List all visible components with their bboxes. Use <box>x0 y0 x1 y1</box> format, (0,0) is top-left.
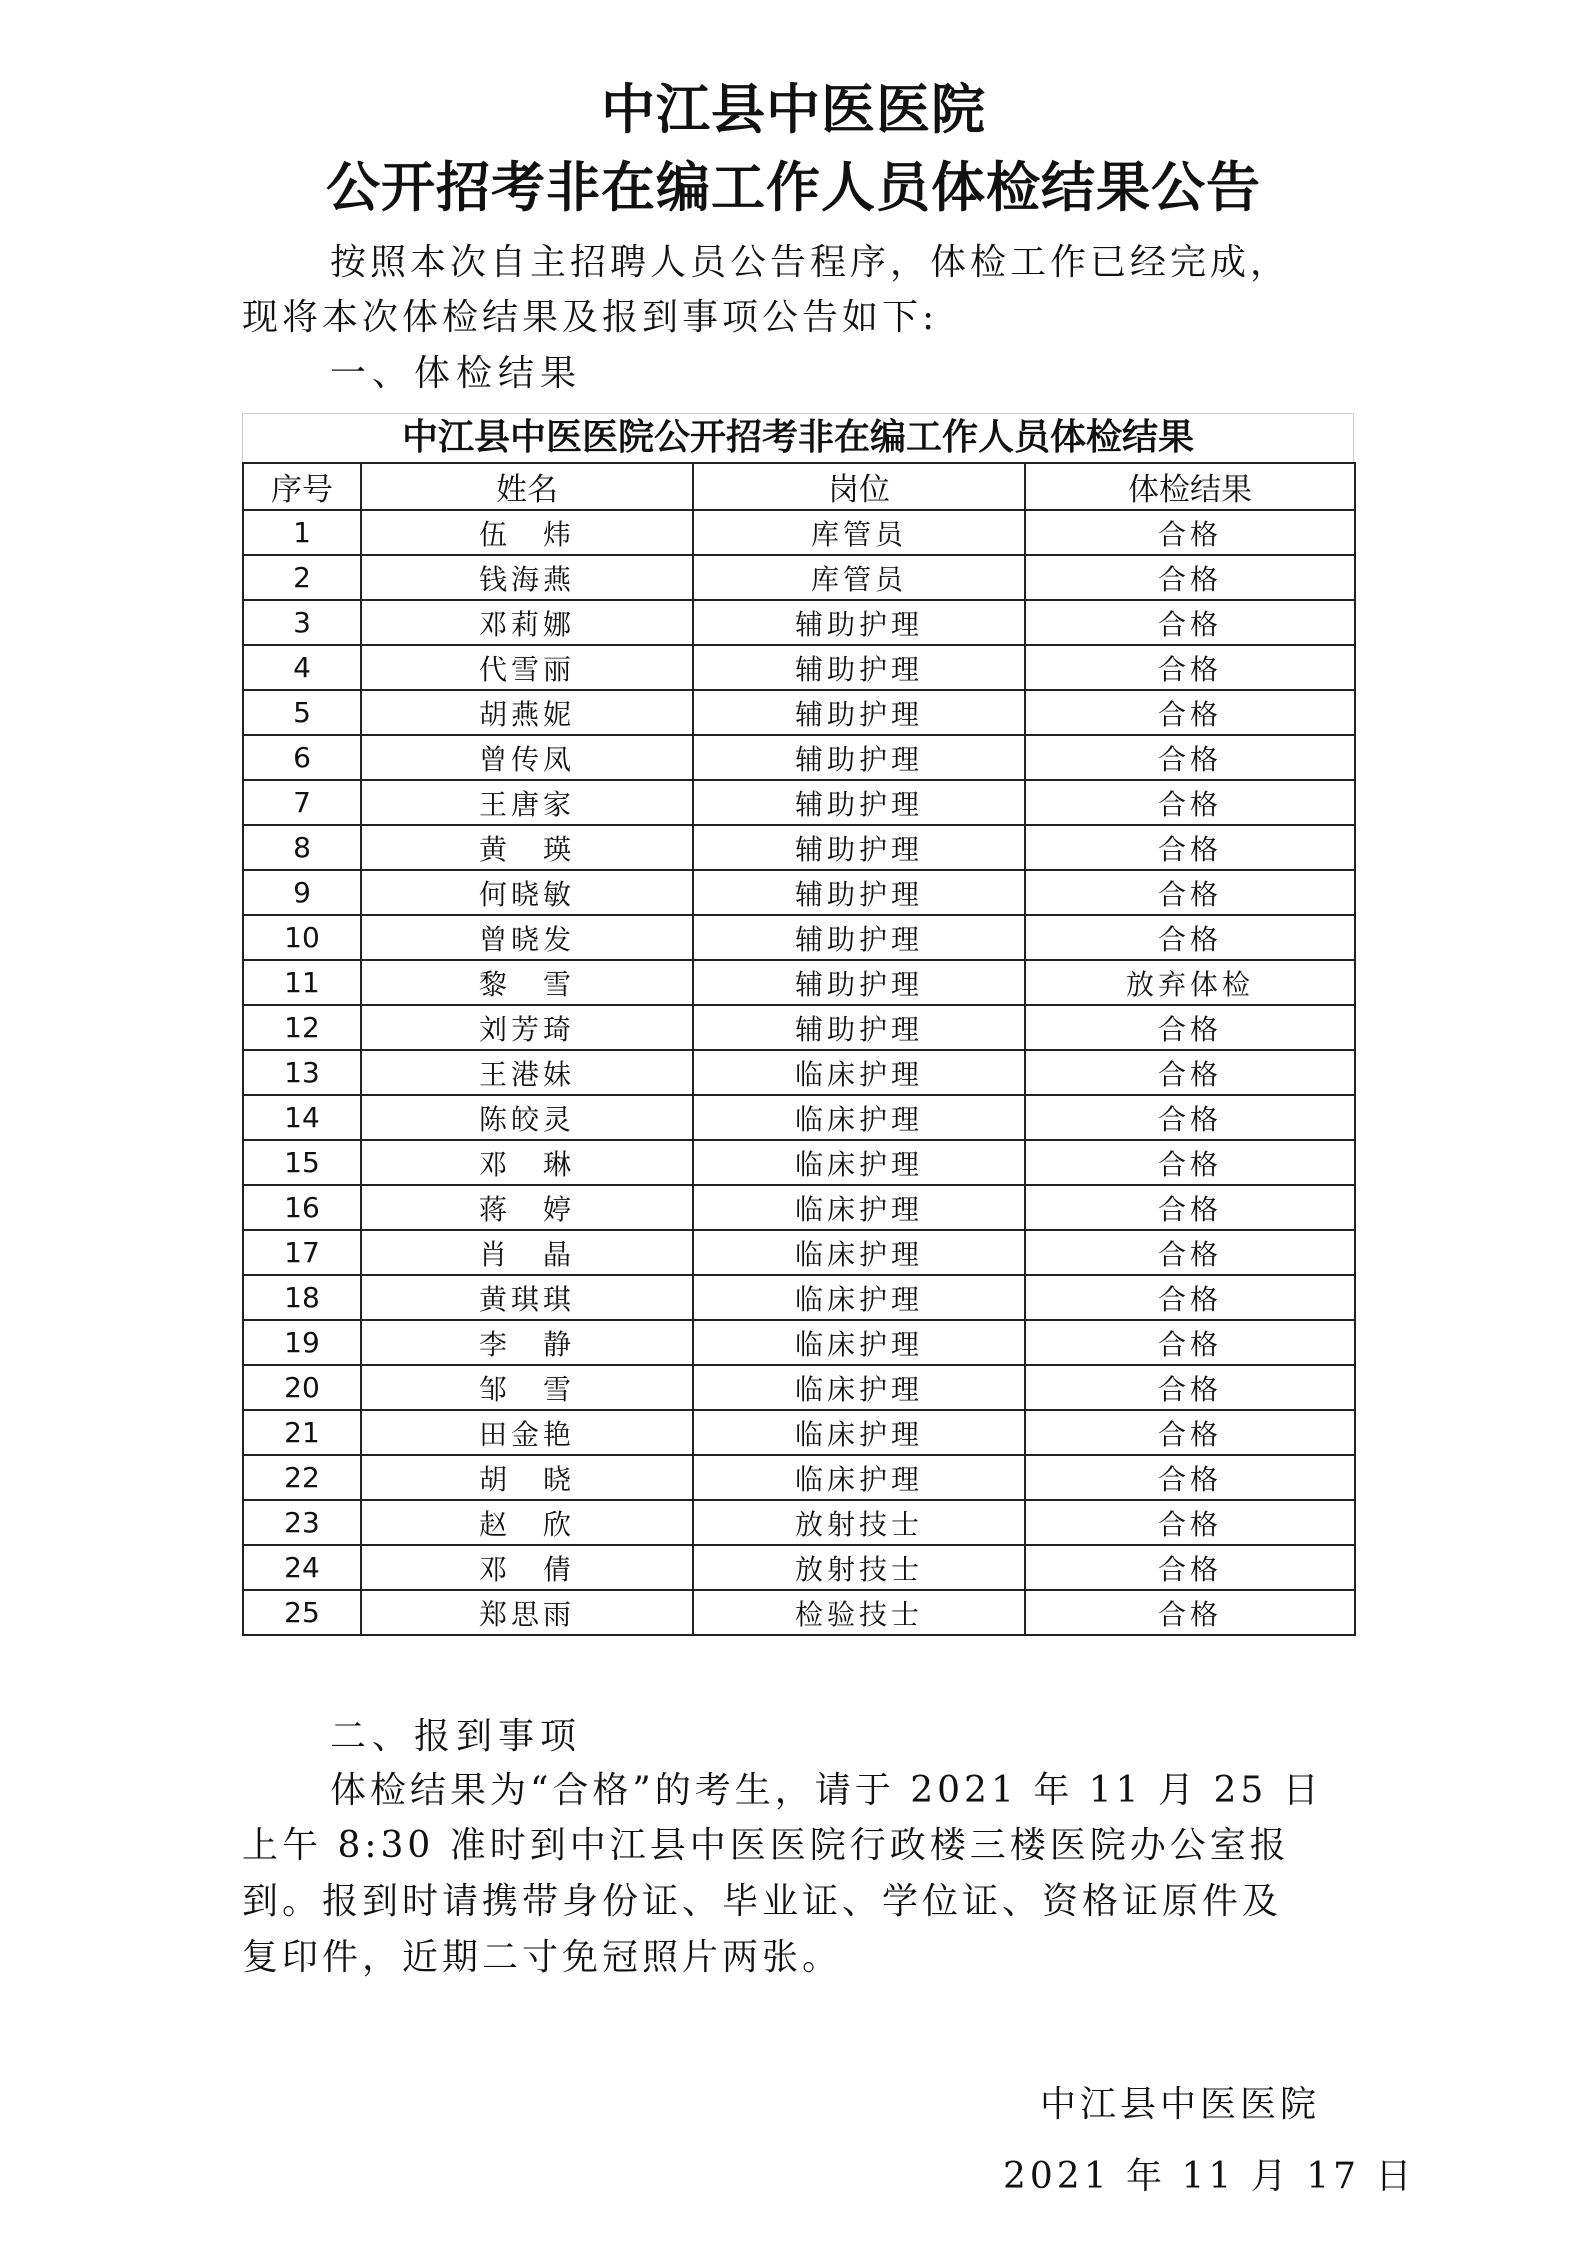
cell-name: 黄 瑛 <box>361 825 693 870</box>
cell-number: 5 <box>243 690 361 735</box>
cell-number: 15 <box>243 1140 361 1185</box>
cell-name: 田金艳 <box>361 1410 693 1455</box>
table-row <box>243 1230 1355 1275</box>
results-table-container <box>242 413 1354 1636</box>
signature-organization: 中江县中医医院 <box>1040 2084 1321 2125</box>
cell-name: 陈皎灵 <box>361 1095 693 1140</box>
cell-name: 黎 雪 <box>361 960 693 1005</box>
table-row <box>243 1005 1355 1050</box>
cell-result: 合格 <box>1025 555 1355 600</box>
cell-number: 8 <box>243 825 361 870</box>
cell-result: 合格 <box>1025 1095 1355 1140</box>
cell-position: 临床护理 <box>693 1275 1025 1320</box>
cell-position: 辅助护理 <box>693 915 1025 960</box>
section2-line1: 体检结果为“合格”的考生，请于 2021 年 11 月 25 日 <box>330 1770 1323 1811</box>
cell-position: 临床护理 <box>693 1185 1025 1230</box>
cell-position: 临床护理 <box>693 1320 1025 1365</box>
cell-result: 合格 <box>1025 870 1355 915</box>
cell-result: 合格 <box>1025 1320 1355 1365</box>
cell-result: 合格 <box>1025 1590 1355 1635</box>
cell-position: 临床护理 <box>693 1095 1025 1140</box>
cell-result: 合格 <box>1025 1410 1355 1455</box>
header-number: 序号 <box>243 463 361 510</box>
cell-position: 辅助护理 <box>693 780 1025 825</box>
table-row <box>243 825 1355 870</box>
cell-name: 邓莉娜 <box>361 600 693 645</box>
cell-result: 合格 <box>1025 1005 1355 1050</box>
cell-name: 王港妹 <box>361 1050 693 1095</box>
cell-result: 合格 <box>1025 645 1355 690</box>
cell-number: 4 <box>243 645 361 690</box>
cell-result: 合格 <box>1025 1230 1355 1275</box>
table-row <box>243 1320 1355 1365</box>
table-row <box>243 870 1355 915</box>
cell-position: 放射技士 <box>693 1500 1025 1545</box>
table-row <box>243 1095 1355 1140</box>
table-row <box>243 645 1355 690</box>
table-row <box>243 1545 1355 1590</box>
cell-number: 17 <box>243 1230 361 1275</box>
document-title-line1: 中江县中医医院 <box>601 78 986 141</box>
cell-number: 19 <box>243 1320 361 1365</box>
cell-result: 合格 <box>1025 1455 1355 1500</box>
table-row <box>243 960 1355 1005</box>
section2-heading: 二、报到事项 <box>330 1716 583 1757</box>
signature-date: 2021 年 11 月 17 日 <box>1003 2156 1416 2197</box>
cell-name: 伍 炜 <box>361 510 693 555</box>
cell-position: 检验技士 <box>693 1590 1025 1635</box>
table-row <box>243 1500 1355 1545</box>
cell-number: 25 <box>243 1590 361 1635</box>
cell-name: 王唐家 <box>361 780 693 825</box>
table-row <box>243 510 1355 555</box>
cell-number: 12 <box>243 1005 361 1050</box>
cell-number: 3 <box>243 600 361 645</box>
section2-line4: 复印件，近期二寸免冠照片两张。 <box>242 1937 843 1978</box>
cell-result: 合格 <box>1025 780 1355 825</box>
cell-name: 胡燕妮 <box>361 690 693 735</box>
cell-number: 9 <box>243 870 361 915</box>
cell-position: 辅助护理 <box>693 600 1025 645</box>
table-row <box>243 1050 1355 1095</box>
document-title-line2: 公开招考非在编工作人员体检结果公告 <box>326 156 1261 219</box>
section1-heading: 一、体检结果 <box>330 353 583 394</box>
cell-number: 10 <box>243 915 361 960</box>
cell-name: 邓 琳 <box>361 1140 693 1185</box>
table-row <box>243 555 1355 600</box>
table-row <box>243 690 1355 735</box>
cell-position: 临床护理 <box>693 1230 1025 1275</box>
table-row <box>243 1365 1355 1410</box>
cell-number: 21 <box>243 1410 361 1455</box>
cell-result: 合格 <box>1025 1500 1355 1545</box>
cell-number: 2 <box>243 555 361 600</box>
intro-line1: 按照本次自主招聘人员公告程序，体检工作已经完成， <box>330 242 1291 283</box>
cell-result: 合格 <box>1025 825 1355 870</box>
header-position: 岗位 <box>693 463 1025 510</box>
cell-position: 临床护理 <box>693 1410 1025 1455</box>
cell-position: 库管员 <box>693 555 1025 600</box>
cell-position: 放射技士 <box>693 1545 1025 1590</box>
cell-position: 辅助护理 <box>693 960 1025 1005</box>
table-row <box>243 1410 1355 1455</box>
table-row <box>243 915 1355 960</box>
cell-result: 合格 <box>1025 1275 1355 1320</box>
cell-name: 曾传凤 <box>361 735 693 780</box>
cell-name: 黄琪琪 <box>361 1275 693 1320</box>
cell-number: 18 <box>243 1275 361 1320</box>
cell-result: 放弃体检 <box>1025 960 1355 1005</box>
cell-name: 郑思雨 <box>361 1590 693 1635</box>
cell-result: 合格 <box>1025 1365 1355 1410</box>
cell-name: 代雪丽 <box>361 645 693 690</box>
cell-name: 邓 倩 <box>361 1545 693 1590</box>
cell-name: 胡 晓 <box>361 1455 693 1500</box>
cell-name: 邹 雪 <box>361 1365 693 1410</box>
cell-name: 何晓敏 <box>361 870 693 915</box>
table-row <box>243 1140 1355 1185</box>
cell-number: 20 <box>243 1365 361 1410</box>
cell-number: 24 <box>243 1545 361 1590</box>
cell-number: 7 <box>243 780 361 825</box>
cell-result: 合格 <box>1025 1140 1355 1185</box>
cell-result: 合格 <box>1025 915 1355 960</box>
cell-position: 辅助护理 <box>693 870 1025 915</box>
cell-position: 辅助护理 <box>693 735 1025 780</box>
cell-result: 合格 <box>1025 690 1355 735</box>
header-result: 体检结果 <box>1025 463 1355 510</box>
cell-number: 11 <box>243 960 361 1005</box>
table-row <box>243 1455 1355 1500</box>
cell-position: 辅助护理 <box>693 1005 1025 1050</box>
cell-position: 临床护理 <box>693 1140 1025 1185</box>
section2-line3: 到。报到时请携带身份证、毕业证、学位证、资格证原件及 <box>242 1881 1283 1922</box>
cell-result: 合格 <box>1025 1545 1355 1590</box>
cell-result: 合格 <box>1025 600 1355 645</box>
cell-position: 临床护理 <box>693 1365 1025 1410</box>
results-table-body <box>243 510 1355 1635</box>
cell-position: 临床护理 <box>693 1050 1025 1095</box>
intro-line2: 现将本次体检结果及报到事项公告如下: <box>242 297 939 338</box>
table-row <box>243 780 1355 825</box>
cell-position: 辅助护理 <box>693 645 1025 690</box>
cell-result: 合格 <box>1025 1185 1355 1230</box>
cell-name: 肖 晶 <box>361 1230 693 1275</box>
cell-number: 1 <box>243 510 361 555</box>
cell-position: 辅助护理 <box>693 825 1025 870</box>
table-header-row <box>243 463 1355 510</box>
cell-number: 16 <box>243 1185 361 1230</box>
results-table <box>242 462 1356 1636</box>
table-row <box>243 735 1355 780</box>
cell-name: 刘芳琦 <box>361 1005 693 1050</box>
table-row <box>243 1275 1355 1320</box>
table-row <box>243 1590 1355 1635</box>
cell-number: 13 <box>243 1050 361 1095</box>
cell-position: 辅助护理 <box>693 690 1025 735</box>
cell-name: 李 静 <box>361 1320 693 1365</box>
cell-position: 库管员 <box>693 510 1025 555</box>
cell-name: 蒋 婷 <box>361 1185 693 1230</box>
cell-number: 6 <box>243 735 361 780</box>
cell-name: 曾晓发 <box>361 915 693 960</box>
cell-number: 23 <box>243 1500 361 1545</box>
cell-position: 临床护理 <box>693 1455 1025 1500</box>
table-row <box>243 600 1355 645</box>
cell-result: 合格 <box>1025 735 1355 780</box>
cell-number: 22 <box>243 1455 361 1500</box>
section2-line2: 上午 8:30 准时到中江县中医医院行政楼三楼医院办公室报 <box>242 1825 1290 1866</box>
table-row <box>243 1185 1355 1230</box>
cell-name: 赵 欣 <box>361 1500 693 1545</box>
results-table-title: 中江县中医医院公开招考非在编工作人员体检结果 <box>242 413 1354 462</box>
cell-result: 合格 <box>1025 510 1355 555</box>
cell-name: 钱海燕 <box>361 555 693 600</box>
header-name: 姓名 <box>361 463 693 510</box>
cell-number: 14 <box>243 1095 361 1140</box>
cell-result: 合格 <box>1025 1050 1355 1095</box>
